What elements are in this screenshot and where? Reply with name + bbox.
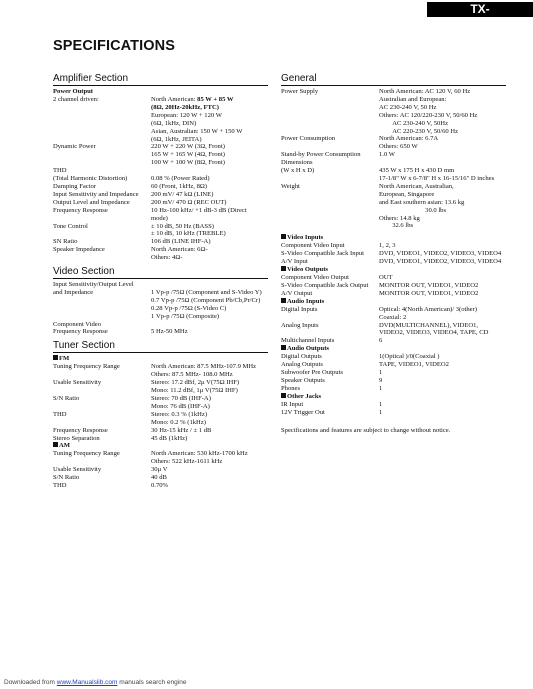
spec-value: North American: 530 kHz-1700 kHz Others: 522 kHz-1611 kHz [151, 450, 248, 466]
square-bullet-icon [53, 355, 58, 360]
spec-label: Dimensions (W x H x D) [281, 159, 315, 175]
video-inputs-subheading [281, 234, 506, 242]
spec-label: THD [53, 410, 67, 418]
spec-value: 30 Hz-15 kHz / ± 1 dB [151, 426, 212, 434]
spec-value: 435 W x 175 H x 430 D mm 17-1/8" W x 6-7/8" H x 16-15/16" D inches [379, 167, 495, 182]
spec-row [53, 167, 268, 183]
download-footer [4, 679, 186, 686]
spec-label: Usable Sensitivity [53, 379, 102, 387]
spec-row [281, 183, 506, 230]
fm-subheading [53, 355, 268, 363]
video-outputs-subheading [281, 266, 506, 274]
am-subheading [53, 442, 268, 450]
audio-outputs-subheading [281, 345, 506, 353]
spec-row [281, 369, 506, 377]
spec-row [281, 242, 506, 250]
audio-inputs-subheading [281, 298, 506, 306]
video-inputs-rows [281, 242, 506, 266]
spec-row [281, 353, 506, 361]
spec-row [53, 435, 268, 443]
spec-label: S-Video Compatible Jack Output [281, 281, 369, 289]
spec-label: Frequency Response [53, 206, 108, 214]
spec-label: Component Video Frequency Response [53, 320, 108, 336]
amplifier-rows [53, 96, 268, 262]
spec-row [53, 321, 268, 337]
audio-inputs-rows [281, 306, 506, 346]
spec-label: Analog Outputs [281, 361, 323, 369]
spec-value: North American: AC 120 V, 60 Hz Australian and European: AC 230-240 V, 50 Hz Others: AC 120/220-230 V, 50/60 Hz AC 230-240 V, 50Hz AC 220-230 V, 50/60 Hz [379, 88, 478, 135]
spec-row [281, 250, 506, 258]
spec-label: Speaker Impedance [53, 246, 105, 254]
general-rows [281, 88, 506, 230]
spec-value: Stereo: 70 dB (IHF-A) Mono: 76 dB (IHF-A) [151, 395, 211, 410]
spec-row [281, 337, 506, 345]
spec-label: A/V Input [281, 258, 308, 266]
spec-value: 30μ V [151, 466, 168, 474]
spec-label: S/N Ratio [53, 474, 80, 482]
spec-row [281, 88, 506, 135]
other-jacks-label: Other Jacks [287, 392, 322, 400]
spec-value: 0.70% [151, 482, 169, 490]
spec-value: 220 W + 220 W (3Ω, Front) 165 W + 165 W (4Ω, Front) 100 W + 100 W (8Ω, Front) [151, 143, 225, 167]
spec-label: Dynamic Power [53, 143, 96, 151]
fm-label: FM [59, 355, 70, 363]
spec-row [53, 466, 268, 474]
spec-row [53, 395, 268, 411]
square-bullet-icon [281, 298, 286, 303]
spec-value: North American: 87.5 MHz-107.9 MHz Others: 87.5 MHz- 108.0 MHz [151, 363, 257, 379]
other-jacks-subheading [281, 393, 506, 401]
spec-label: Stand-by Power Consumption [281, 151, 361, 159]
video-outputs-label: Video Outputs [287, 266, 328, 274]
amplifier-section-heading: Amplifier Section [53, 73, 268, 86]
spec-value: 1 [379, 408, 383, 416]
spec-value: North American, Australian, European, Singapore and East southern asian: 13.6 kg 30.0 lbs Others: 14.8 kg 32.6 lbs [379, 182, 465, 230]
spec-row [53, 411, 268, 427]
audio-inputs-label: Audio Inputs [287, 297, 325, 305]
spec-label: Digital Inputs [281, 305, 318, 313]
spec-row [281, 290, 506, 298]
spec-label: THD [53, 482, 67, 490]
spec-value: 40 dB [151, 474, 167, 482]
spec-row [281, 151, 506, 159]
square-bullet-icon [281, 345, 286, 350]
tuner-section-heading: Tuner Section [53, 340, 268, 353]
spec-value: MONITOR OUT, VIDEO1, VIDEO2 [379, 289, 479, 297]
spec-label: Input Sensitivity and Impedance [53, 190, 139, 198]
spec-value: North American: 6Ω- Others: 4Ω- [151, 246, 208, 262]
spec-label: Tuning Frequency Range [53, 363, 120, 371]
spec-label: Weight [281, 182, 300, 190]
spec-label: Component Video Output [281, 274, 349, 282]
spec-label: Analog Inputs [281, 321, 319, 329]
spec-value: MONITOR OUT, VIDEO1, VIDEO2 [379, 281, 479, 289]
spec-value: 200 mV/ 470 Ω (REC OUT) [151, 198, 227, 206]
spec-value: OUT [379, 274, 393, 282]
spec-label: Power Supply [281, 88, 319, 95]
spec-label: Stereo Separation [53, 434, 100, 442]
spec-row [53, 427, 268, 435]
spec-value: 6 [379, 337, 383, 345]
spec-value: 1.0 W [379, 151, 395, 159]
spec-row [281, 306, 506, 322]
spec-label: IR Input [281, 400, 304, 408]
spec-label: Phones [281, 384, 301, 392]
video-rows [53, 281, 268, 336]
manualslib-link[interactable]: www.Manualslib.com [56, 679, 118, 686]
spec-value: 1, 2, 3 [379, 242, 396, 250]
spec-row [53, 246, 268, 262]
spec-value: DVD, VIDEO1, VIDEO2, VIDEO3, VIDEO4 [379, 250, 502, 258]
spec-row [53, 191, 268, 199]
footer-suffix: manuals search engine [117, 679, 187, 686]
spec-value: 106 dB (LINE IHF-A) [151, 238, 211, 246]
spec-value: ± 10 dB, 50 Hz (BASS) ± 10 dB, 10 kHz (TREBLE) [151, 222, 226, 238]
page-title: SPECIFICATIONS [53, 38, 175, 54]
spec-row [281, 377, 506, 385]
spec-value: North American: 85 W + 85 W (8Ω, 20Hz-20kHz, FTC) European: 120 W + 120 W (6Ω, 1kHz, DIN) Asian, Australian: 150 W + 150 W (6Ω, 1kHz, JEITA) [151, 96, 243, 143]
spec-value: TAPE, VIDEO1, VIDEO2 [379, 361, 449, 369]
general-section-heading: General [281, 73, 506, 86]
spec-label: A/V Output [281, 289, 313, 297]
video-outputs-rows [281, 274, 506, 298]
spec-value: Optical: 4(North American)/ 3(other) Coaxial: 2 [379, 305, 477, 321]
spec-label: SN Ratio [53, 238, 78, 246]
spec-label: S/N Ratio [53, 395, 80, 402]
spec-label: Usable Sensitivity [53, 466, 102, 474]
spec-value: 200 mV/ 47 kΩ (LINE) [151, 190, 214, 198]
spec-label: Frequency Response [53, 426, 108, 434]
power-output-heading: Power Output [53, 88, 93, 95]
spec-value: DVD(MULTICHANNEL), VIDEO1, VIDEO2, VIDEO3, VIDEO4, TAPE, CD [379, 321, 489, 337]
model-badge: TX-SR603/603E/8360 [427, 2, 533, 17]
spec-row [281, 361, 506, 369]
spec-value: 1(Optical )/0(Coaxial ) [379, 353, 440, 361]
am-label: AM [59, 442, 70, 450]
spec-row [53, 379, 268, 395]
spec-row [53, 143, 268, 167]
footer-prefix: Downloaded from [4, 679, 57, 686]
spec-value: Stereo: 0.3 % (1kHz) Mono: 0.2 % (1kHz) [151, 410, 208, 426]
spec-row [53, 450, 268, 466]
spec-label: Component Video Input [281, 242, 345, 250]
left-column [53, 73, 268, 490]
spec-row [281, 159, 506, 183]
spec-value: 5 Hz-50 MHz [151, 328, 188, 336]
spec-label: Output Level and Impedance [53, 198, 130, 206]
spec-value: 45 dB (1kHz) [151, 434, 188, 442]
spec-row [281, 322, 506, 338]
spec-value: 9 [379, 377, 383, 384]
spec-label: Power Consumption [281, 135, 336, 143]
square-bullet-icon [53, 442, 58, 447]
change-notice: Specifications and features are subject to change without notice. [281, 426, 451, 434]
spec-row [53, 207, 268, 223]
spec-row [53, 223, 268, 239]
am-rows [53, 450, 268, 490]
spec-label: 2 channel driven: [53, 96, 99, 103]
spec-label: Tone Control [53, 222, 88, 230]
spec-row [281, 274, 506, 282]
square-bullet-icon [281, 234, 286, 239]
audio-outputs-rows [281, 353, 506, 393]
spec-row [53, 482, 268, 490]
spec-value: Stereo: 17.2 dBf, 2μ V(75Ω IHF) Mono: 11.2 dBf, 1μ V(75Ω IHF) [151, 379, 240, 395]
spec-value: 60 (Front, 1kHz, 8Ω) [151, 182, 207, 190]
video-inputs-label: Video Inputs [287, 234, 324, 242]
spec-row [53, 363, 268, 379]
spec-value: North American: 6.7A Others: 650 W [379, 135, 439, 151]
fm-rows [53, 363, 268, 442]
spec-row [281, 385, 506, 393]
video-section-heading: Video Section [53, 266, 268, 279]
spec-label: Tuning Frequency Range [53, 450, 120, 458]
other-jacks-rows [281, 401, 506, 417]
spec-value: 1 [379, 384, 383, 392]
spec-row [53, 281, 268, 321]
spec-label: THD (Total Harmonic Distortion) [53, 167, 128, 183]
spec-row [53, 183, 268, 191]
audio-outputs-label: Audio Outputs [287, 345, 329, 353]
spec-value: DVD, VIDEO1, VIDEO2, VIDEO3, VIDEO4 [379, 258, 502, 266]
spec-row [53, 238, 268, 246]
spec-row [281, 135, 506, 151]
spec-label: S-Video Compatible Jack Input [281, 250, 364, 258]
spec-label: Subwoofer Pre Outputs [281, 369, 343, 377]
spec-value: 1 [379, 400, 383, 408]
spec-value: 0.08 % (Power Rated) [151, 175, 210, 183]
spec-label: Damping Factor [53, 182, 97, 190]
spec-row [281, 258, 506, 266]
spec-value: 1 Vp-p /75Ω (Component and S-Video Y) 0.7 Vp-p /75Ω (Component Pb/Cb,Pr/Cr) 0.28 Vp-p /75Ω (S-Video C) 1 Vp-p /75Ω (Composite) [151, 288, 262, 320]
square-bullet-icon [281, 393, 286, 398]
right-column [281, 73, 506, 434]
spec-label: 12V Trigger Out [281, 408, 325, 416]
spec-value: 10 Hz-100 kHz/ +1 dB-3 dB (Direct mode) [151, 206, 247, 222]
spec-value: 1 [379, 369, 383, 377]
spec-row [53, 474, 268, 482]
spec-label: Digital Outputs [281, 353, 322, 361]
spec-row [53, 199, 268, 207]
spec-row [281, 409, 506, 417]
spec-row [281, 282, 506, 290]
spec-row [53, 96, 268, 143]
square-bullet-icon [281, 266, 286, 271]
spec-label: Speaker Outputs [281, 377, 325, 384]
spec-label: Input Sensitivity/Output Level and Impedance [53, 281, 134, 296]
spec-row [281, 401, 506, 409]
spec-label: Multichannel Inputs [281, 337, 335, 345]
